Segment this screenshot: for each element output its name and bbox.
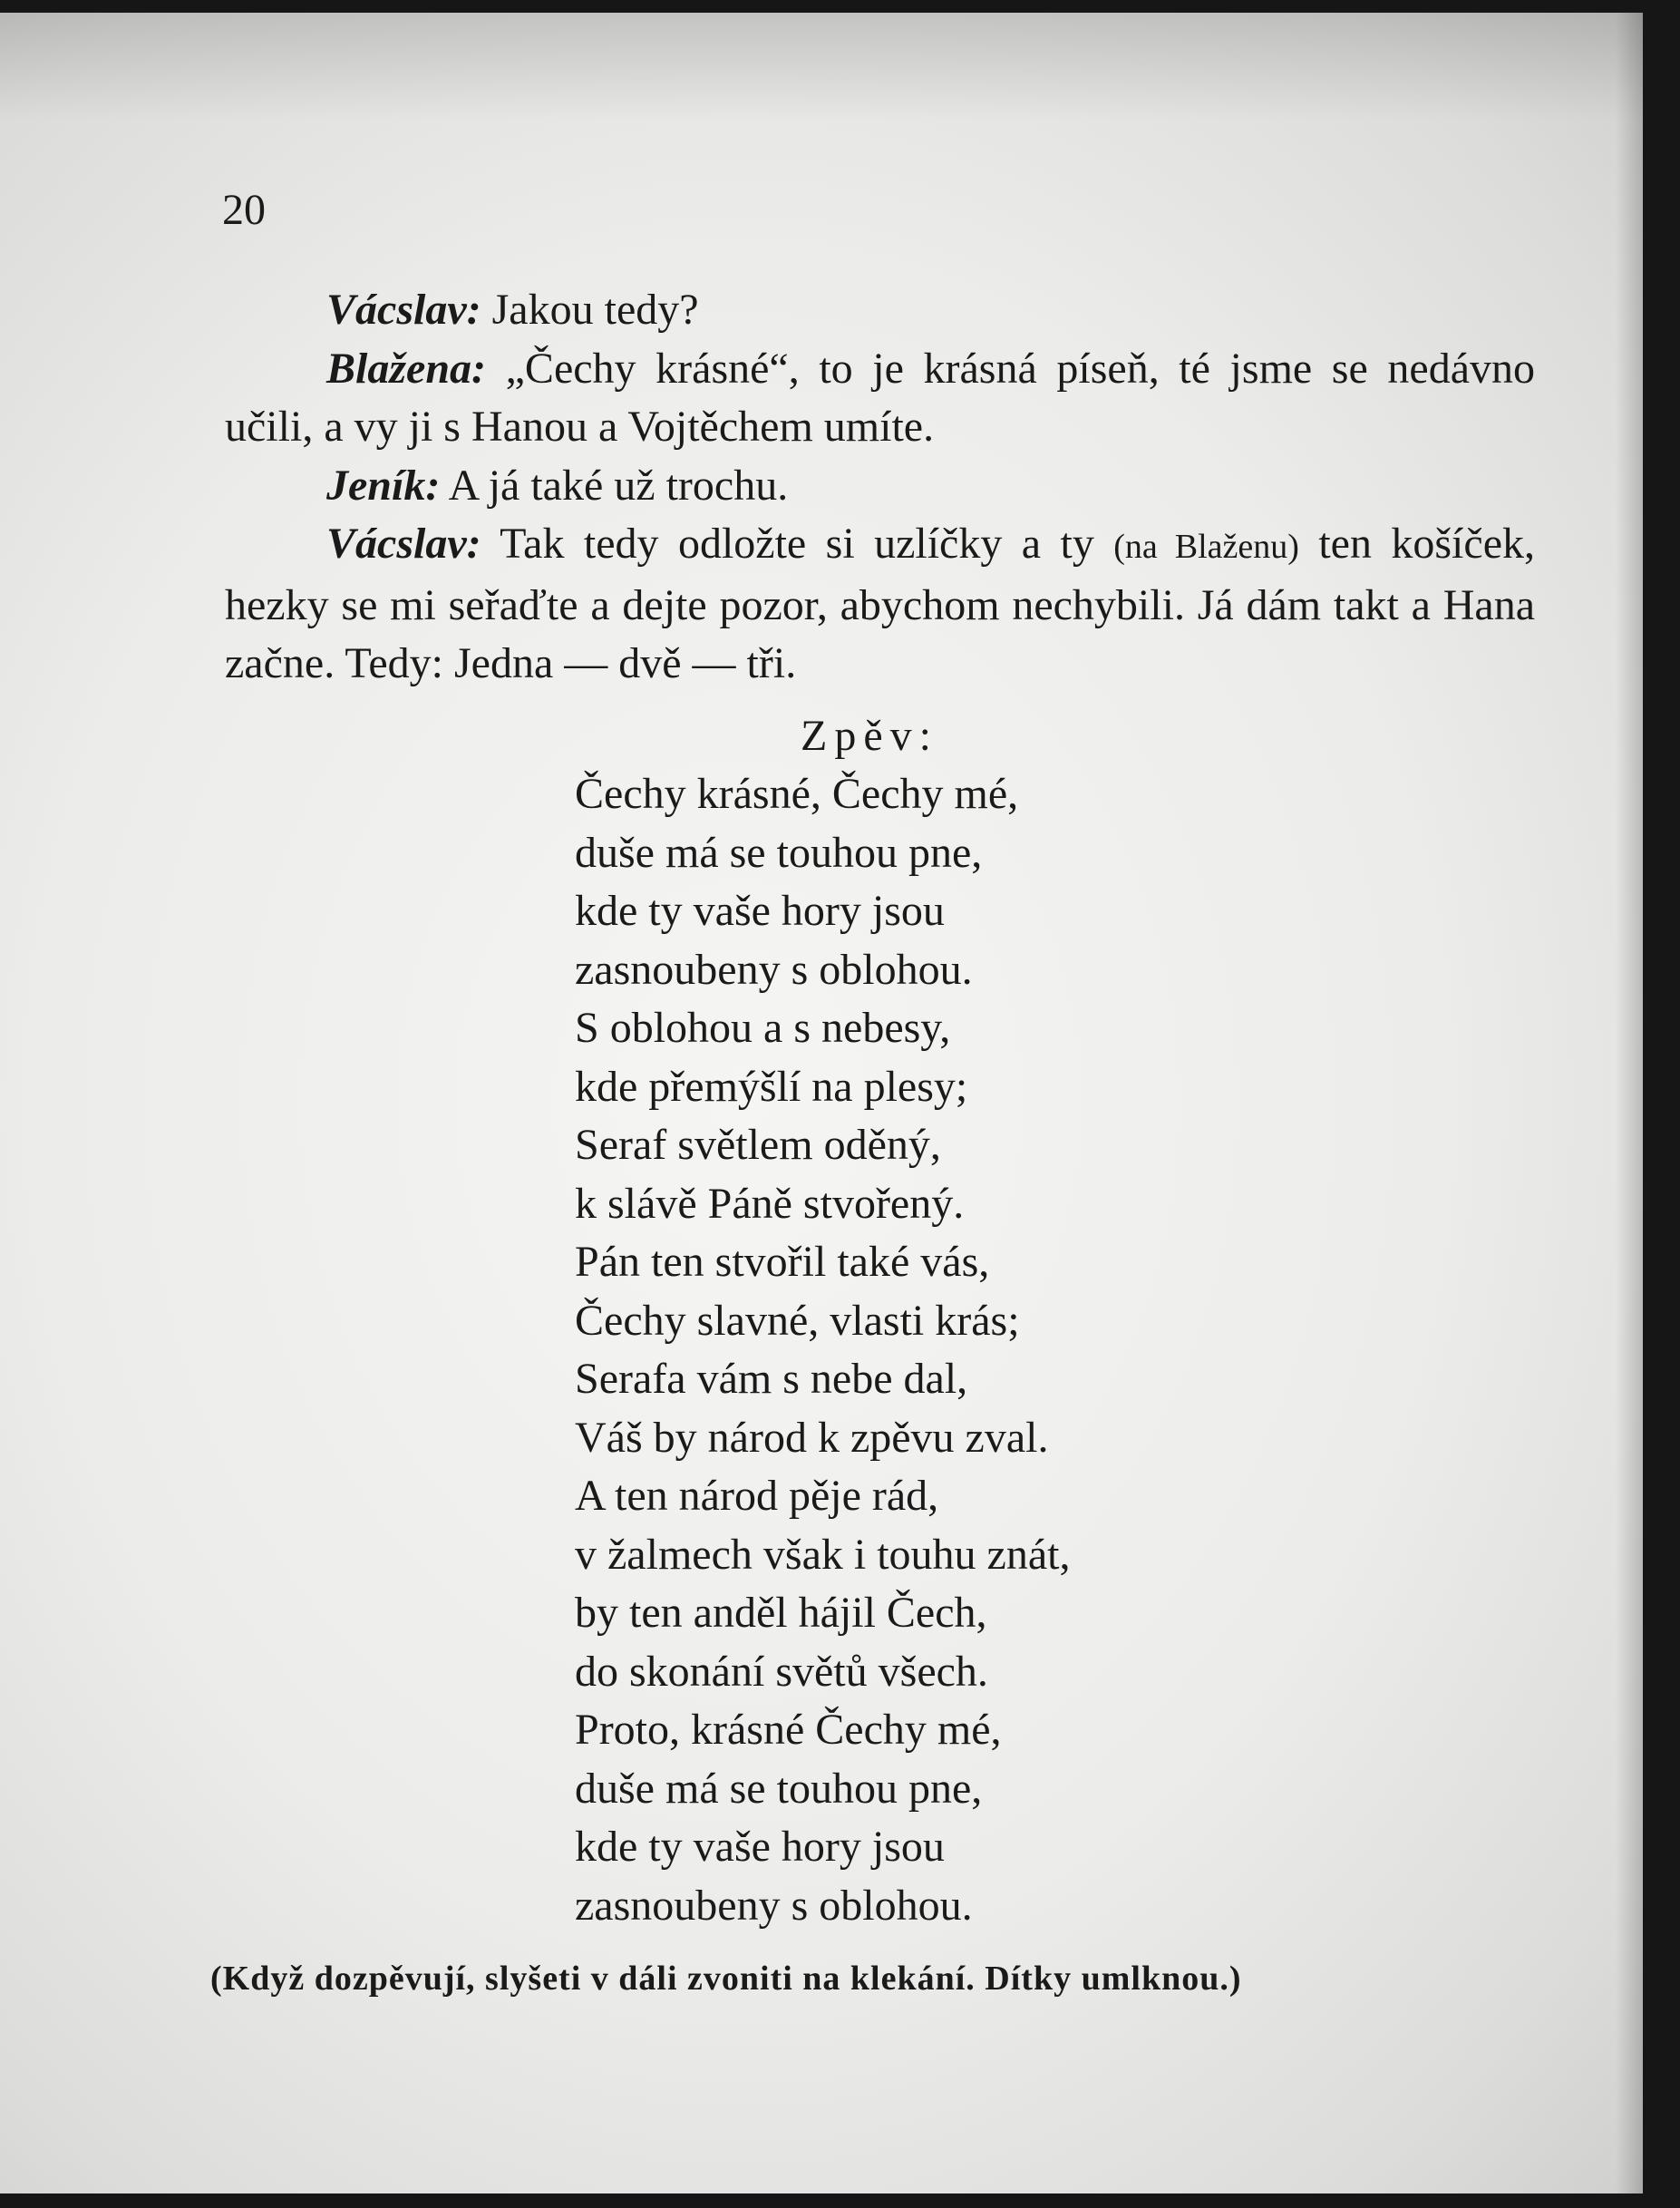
verse-line: duše má se touhou pne, (575, 828, 983, 877)
dialogue-text: „Čechy krásné“, to je krásná píseň, té jsme se nedávno učili, a vy ji s Hanou a Vojtěchem umíte. (225, 344, 1535, 451)
verse-line: Čechy krásné, Čechy mé, (575, 770, 1019, 818)
page-number: 20 (222, 186, 266, 234)
verse-line: Pán ten stvořil také vás, (575, 1238, 990, 1286)
verse-line: zasnoubeny s oblohou. (575, 945, 973, 994)
dialogue-line (225, 281, 1535, 340)
verse-line: S oblohou a s nebesy, (575, 1004, 951, 1052)
dialogue-line (225, 340, 1535, 457)
verse-line: by ten anděl hájil Čech, (575, 1589, 987, 1637)
verse-line: kde ty vaše hory jsou (575, 887, 945, 935)
closing-stage-direction: (Když dozpěvují, slyšeti v dáli zvoniti na klekání. Dítky umlknou.) (210, 1960, 1242, 1998)
speaker-name: Blažena: (326, 344, 487, 393)
dialogue-text: Tak tedy odložte si uzlíčky a ty (481, 520, 1114, 568)
dialogue-line (225, 457, 1535, 516)
verse-line: Váš by národ k zpěvu zval. (575, 1413, 1049, 1462)
song-heading: Zpěv: (801, 712, 938, 760)
dialogue-line (225, 515, 1535, 694)
page-top-shadow (0, 13, 1643, 122)
song-verses (575, 765, 1071, 1935)
verse-line: Serafa vám s nebe dal, (575, 1355, 968, 1403)
dialogue-text: A já také už trochu. (440, 461, 789, 510)
book-page (0, 13, 1643, 2193)
verse-line: Proto, krásné Čechy mé, (575, 1706, 1002, 1754)
speaker-name: Vácslav: (326, 520, 481, 568)
verse-line: Čechy slavné, vlasti krás; (575, 1296, 1020, 1345)
verse-line: kde ty vaše hory jsou (575, 1823, 945, 1871)
verse-line: k slávě Páně stvořený. (575, 1179, 965, 1228)
page-edge-shadow (1616, 13, 1643, 2193)
verse-line: duše má se touhou pne, (575, 1764, 983, 1813)
dialogue-block (225, 281, 1535, 694)
dialogue-text-continued: ten košíček, hezky se mi seřaďte a dejte pozor, abychom nechybili. Já dám takt a Hana začne. Tedy: Jedna — dvě — tři. (225, 520, 1536, 687)
verse-line: v žalmech však i touhu znát, (575, 1530, 1071, 1579)
verse-line: A ten národ pěje rád, (575, 1472, 939, 1520)
stage-direction-inline: (na Blaženu) (1113, 528, 1299, 566)
verse-line: do skonání světů všech. (575, 1647, 988, 1696)
verse-line: kde přemýšlí na plesy; (575, 1062, 968, 1111)
speaker-name: Jeník: (326, 461, 441, 510)
verse-line: Seraf světlem oděný, (575, 1121, 941, 1169)
dialogue-text: Jakou tedy? (481, 286, 699, 334)
verse-line: zasnoubeny s oblohou. (575, 1881, 973, 1930)
speaker-name: Vácslav: (326, 286, 481, 334)
